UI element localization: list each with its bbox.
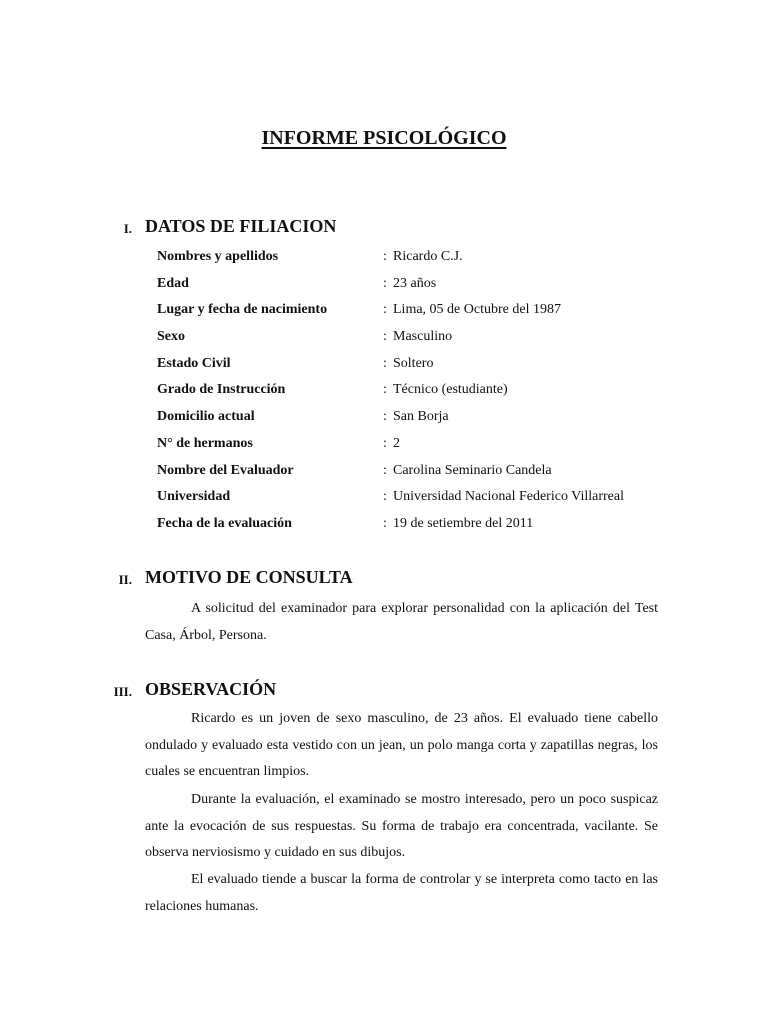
field-label: Estado Civil [157,355,231,371]
section-number: III. [113,684,132,699]
section-heading-motivo-consulta [0,567,768,591]
document-title: INFORME PSICOLÓGICO [261,127,507,149]
field-label: Lugar y fecha de nacimiento [157,302,328,318]
field-row-fecha-evaluacion: Fecha de la evaluación : 19 de setiembre del 2011 [157,511,624,538]
field-value: Lima, 05 de Octubre del 1987 [393,302,561,318]
field-row-sexo: Sexo : Masculino [157,324,624,351]
field-value: Masculino [393,329,453,345]
field-value: Soltero [393,355,434,371]
observacion-paragraph-1: Ricardo es un joven de sexo masculino, de 23 años. El evaluado tiene cabello ondulado y evaluado esta vestido con un jean, un polo manga corta y zapatillas negras, los cuales se encuentran limpios. [145,711,658,780]
field-label: Fecha de la evaluación [157,515,292,531]
field-row-domicilio: Domicilio actual : San Borja [157,404,624,431]
field-row-nombres: Nombres y apellidos : Ricardo C.J. [157,244,624,271]
field-row-estado-civil: Estado Civil : Soltero [157,351,624,378]
field-value: San Borja [393,409,449,425]
section-title: DATOS DE FILIACION [145,216,337,236]
field-value: Carolina Seminario Candela [393,462,552,478]
field-value: Ricardo C.J. [393,249,463,264]
section-number: II. [118,572,132,587]
field-label: Nombres y apellidos [157,249,279,264]
observacion-paragraph-2: Durante la evaluación, el examinado se mostro interesado, pero un poco suspicaz ante la evocación de sus respuestas. Su forma de trabajo era concentrada, vacilante. Se observa nerviosismo y cuidado en sus dibujos. [145,792,658,861]
motivo-paragraph: A solicitud del examinador para explorar personalidad con la aplicación del Test Casa, Árbol, Persona. [145,601,658,643]
field-row-grado-instruccion: Grado de Instrucción : Técnico (estudiante) [157,377,624,404]
field-row-evaluador: Nombre del Evaluador : Carolina Seminario Candela [157,458,624,485]
field-row-nacimiento: Lugar y fecha de nacimiento : Lima, 05 de Octubre del 1987 [157,297,624,324]
field-value: Universidad Nacional Federico Villarreal [393,489,624,505]
field-row-universidad: Universidad : Universidad Nacional Federico Villarreal [157,484,624,511]
section-title: MOTIVO DE CONSULTA [145,567,353,587]
observacion-paragraph-3: El evaluado tiende a buscar la forma de controlar y se interpreta como tacto en las relaciones humanas. [145,872,658,914]
field-label: N° de hermanos [157,435,253,451]
field-row-edad: Edad : 23 años [157,271,624,298]
field-label: Nombre del Evaluador [157,462,294,478]
field-row-hermanos: N° de hermanos : 2 [157,431,624,458]
field-value: 2 [393,435,400,451]
field-value: 23 años [393,275,437,291]
section-title: OBSERVACIÓN [145,679,277,699]
section-number: I. [123,221,132,236]
field-value: 19 de setiembre del 2011 [393,515,534,531]
section-heading-datos-filiacion [0,216,768,240]
field-label: Edad [157,275,189,291]
filiacion-list [157,244,624,538]
field-label: Universidad [157,489,231,505]
section-heading-observacion [0,679,768,703]
field-value: Técnico (estudiante) [393,382,508,398]
field-label: Sexo [157,329,185,345]
field-label: Grado de Instrucción [157,382,286,398]
field-label: Domicilio actual [157,409,255,425]
